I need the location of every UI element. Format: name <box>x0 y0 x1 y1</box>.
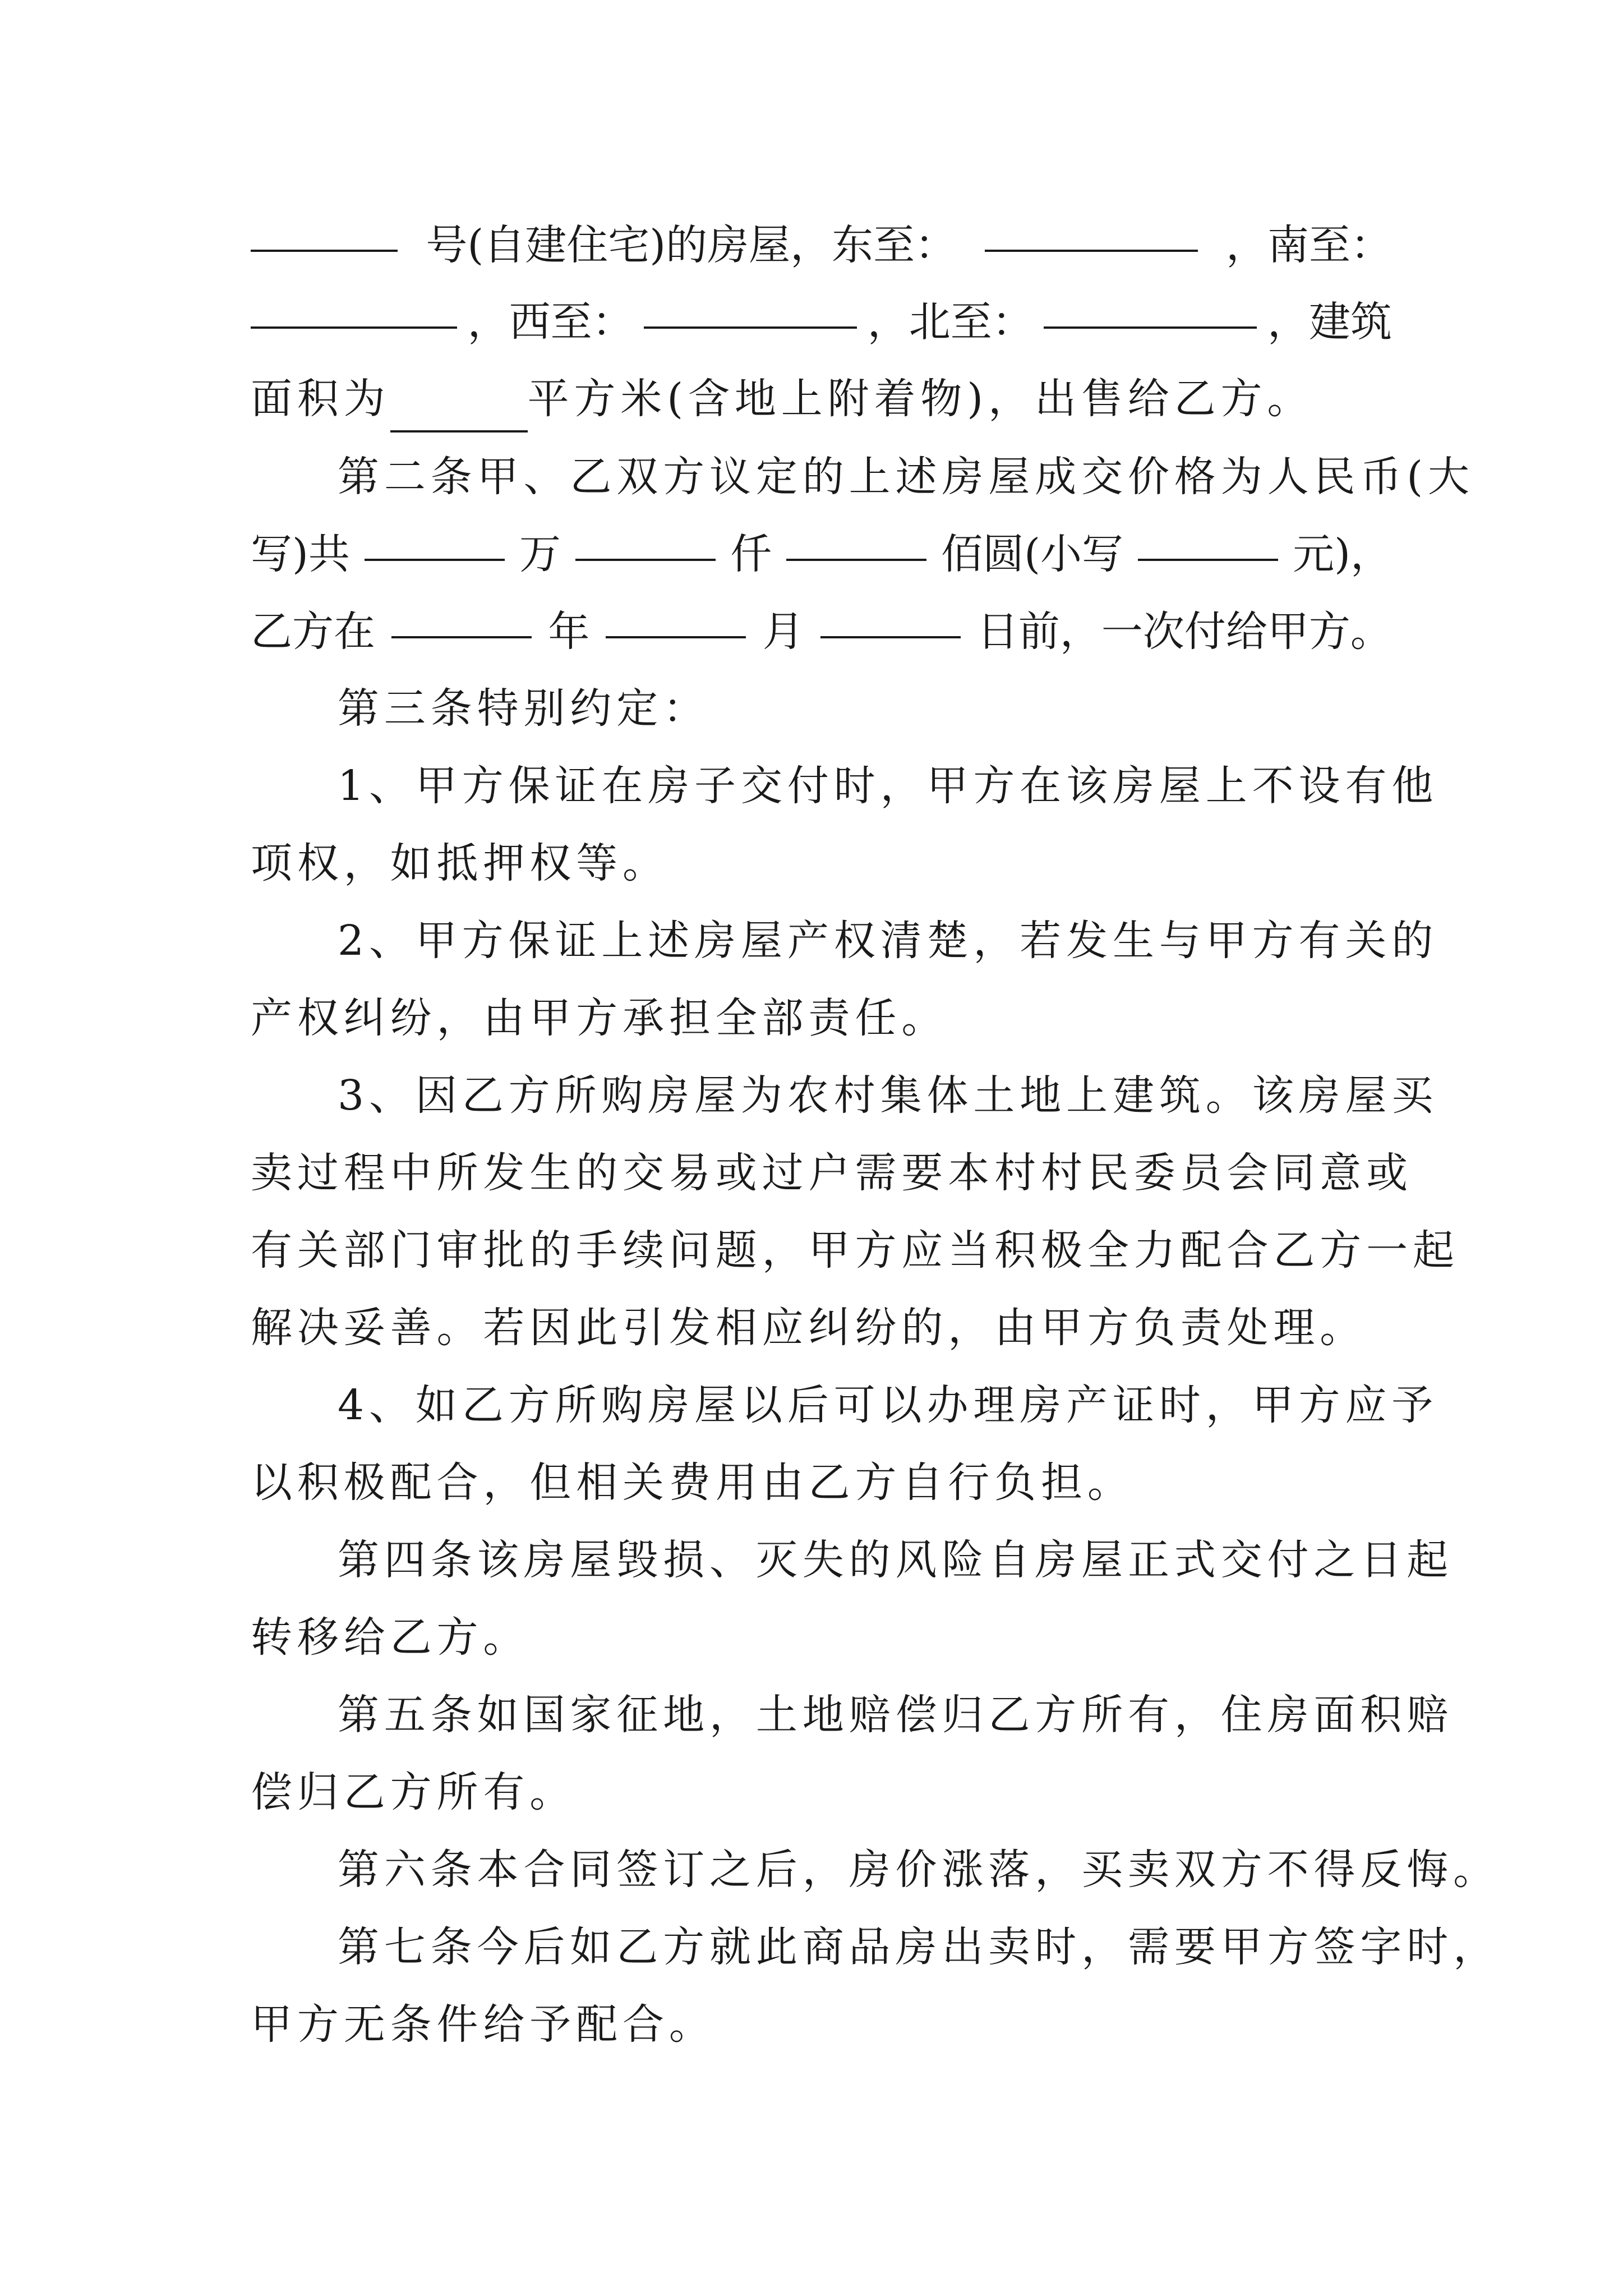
text-segment: ，西至： <box>467 298 634 346</box>
fill-in-blank <box>1044 288 1257 329</box>
fill-in-blank <box>390 392 528 432</box>
paragraph-line: 解决妥善。若因此引发相应纠纷的，由甲方负责处理。 <box>251 1304 1367 1352</box>
text-line <box>251 521 1392 588</box>
text-segment: 仟 <box>730 530 772 578</box>
text-segment: 号(自建住宅)的房屋，东至： <box>426 221 957 269</box>
paragraph-line: 偿归乙方所有。 <box>251 1768 577 1816</box>
text-segment: 写)共 <box>251 530 350 578</box>
text-segment: 年 <box>548 608 590 656</box>
fill-in-blank <box>365 521 505 561</box>
text-line <box>251 288 1392 356</box>
fill-in-blank <box>251 288 457 329</box>
text-segment: 日前，一次付给甲方。 <box>976 608 1392 656</box>
fill-in-blank <box>786 521 926 561</box>
fill-in-blank <box>251 211 398 252</box>
fill-in-blank <box>644 288 857 329</box>
text-segment: 乙方在 <box>251 608 375 656</box>
paragraph-line: 1、甲方保证在房子交付时，甲方在该房屋上不设有他 <box>338 762 1438 810</box>
fill-in-blank <box>1138 521 1278 561</box>
paragraph-line: 以积极配合，但相关费用由乙方自行负担。 <box>251 1458 1134 1507</box>
paragraph-line: 4、如乙方所购房屋以后可以办理房产证时，甲方应予 <box>338 1381 1438 1429</box>
paragraph-line: 2、甲方保证上述房屋产权清楚，若发生与甲方有关的 <box>338 917 1438 965</box>
text-line <box>251 598 1392 665</box>
text-segment: 万 <box>519 530 561 578</box>
fill-in-blank <box>575 521 716 561</box>
text-segment: 元)， <box>1293 530 1392 578</box>
text-segment: ，建筑 <box>1267 298 1392 346</box>
paragraph-line: 第二条甲、乙双方议定的上述房屋成交价格为人民币(大 <box>338 453 1474 501</box>
text-line <box>251 365 1392 432</box>
paragraph-line: 卖过程中所发生的交易或过户需要本村村民委员会同意或 <box>251 1149 1413 1197</box>
text-segment: 佰圆(小写 <box>941 530 1124 578</box>
section-heading: 第三条特别约定： <box>338 684 710 733</box>
paragraph-line: 有关部门审批的手续问题，甲方应当积极全力配合乙方一起 <box>251 1226 1459 1274</box>
paragraph-line: 3、因乙方所购房屋为农村集体土地上建筑。该房屋买 <box>338 1071 1438 1120</box>
paragraph-line: 产权纠纷，由甲方承担全部责任。 <box>251 994 948 1042</box>
fill-in-blank <box>391 598 532 638</box>
text-segment: 月 <box>762 608 804 656</box>
paragraph-line: 第五条如国家征地，土地赔偿归乙方所有，住房面积赔 <box>338 1691 1454 1739</box>
paragraph-line: 第七条今后如乙方就此商品房出卖时，需要甲方签字时， <box>338 1923 1500 1971</box>
fill-in-blank <box>606 598 746 638</box>
fill-in-blank <box>820 598 961 638</box>
paragraph-line: 第四条该房屋毁损、灭失的风险自房屋正式交付之日起 <box>338 1536 1454 1584</box>
paragraph-line: 转移给乙方。 <box>251 1613 530 1662</box>
text-segment: ，北至： <box>867 298 1034 346</box>
paragraph-line: 第六条本合同签订之后，房价涨落，买卖双方不得反悔。 <box>338 1846 1500 1894</box>
paragraph-line: 项权，如抵押权等。 <box>251 839 669 887</box>
text-segment: 平方米(含地上附着物)，出售给乙方。 <box>527 375 1314 423</box>
text-segment: ，南至： <box>1225 221 1392 269</box>
text-segment: 面积为 <box>251 375 390 423</box>
fill-in-blank <box>985 211 1198 252</box>
text-line <box>251 211 1392 279</box>
paragraph-line: 甲方无条件给予配合。 <box>251 2000 716 2049</box>
